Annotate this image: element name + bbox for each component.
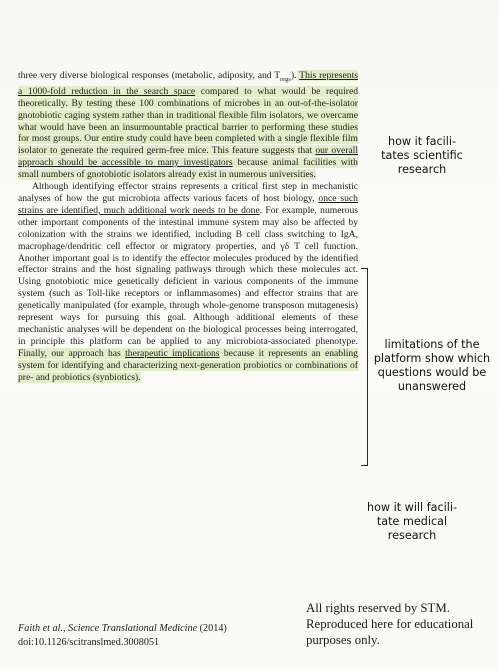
citation-year: (2014) (197, 623, 227, 634)
paragraph-1 (18, 70, 358, 181)
citation (18, 622, 298, 650)
rights-notice: All rights reserved by STM. Reproduced here for educational purposes only. (306, 601, 474, 647)
paragraph-1-lead: three very diverse biological responses (metabolic, adiposity, and T (18, 70, 281, 81)
paragraph-1-lead-end: ). (290, 70, 297, 81)
citation-journal: , Science Translational Medicine (63, 623, 198, 634)
highlight-search-space: This represents a 1000-fold reduction in the search space (18, 70, 358, 97)
annotation-medical-research: how it will facili- tate medical research (366, 501, 458, 542)
highlight-additional-work: once such strains are identified, much additional work needs to be done (18, 192, 358, 216)
paragraph-2-intro: Although identifying effector strains represents a critical first step in mechanistic analyses of how the gut microbiota affects various facets of host biology, (18, 181, 358, 204)
treg-subscript: regs (280, 75, 291, 83)
paragraph-2-end: because it represents an enabling system for identifying and characterizing next-generation probiotics or combinations of pre- and probiotics (synbiotics). (18, 347, 358, 383)
article-body (18, 70, 358, 383)
annotation-limitations: limitations of the platform show which questions would be unanswered (373, 338, 491, 393)
citation-doi: doi:10.1126/scitranslmed.3008051 (18, 637, 160, 648)
citation-authors: Faith et al. (18, 623, 63, 634)
paragraph-1-body: compared to what would be required theoretically. By testing these 100 combinations of microbes in an out-of-the-isolator gnotobiotic caging system rather than in traditional flexible film isolators, we overcame what would have been an insurmountable practical barrier to performing these studies for most groups. Our entire study could have been completed with a single flexible film isolator to generate the required germ-free mice. This feature suggests that (18, 85, 358, 157)
paragraph-2-body: . For example, numerous other important components of the intestinal immune system may also be affected by colonization with the strains we identified, including B cell class switching to IgA, macrophage/dendritic cell effector or migratory properties, and γδ T cell function. Another important goal is to identify the effector molecules produced by the identified effector strains and the host signaling pathways through which these molecules act. Using gnotobiotic mice genetically deficient in various components of the immune system (such as Toll-like receptors or inflammasomes) and effector strains that are genetically manipulated (for example, through whole-genome transposon mutagenesis) represent ways for pursuing this goal. Although additional elements of these mechanistic analyses will be dependent on the biological processes being interrogated, in principle this platform can be applied to any microbiota-associated phenotype. (18, 204, 358, 347)
paragraph-2-finally: Finally, our approach has (18, 347, 126, 359)
paragraph-1-end: because animal facilities with small numbers of gnotobiotic isolators already exist in numerous universities. (18, 157, 358, 181)
highlight-therapeutic: therapeutic implications (125, 347, 220, 359)
highlight-accessible: our overall approach should be accessible to many investigators (18, 145, 358, 169)
annotation-scientific-research: how it facili- tates scientific research (381, 135, 463, 176)
paragraph-2 (18, 181, 358, 383)
